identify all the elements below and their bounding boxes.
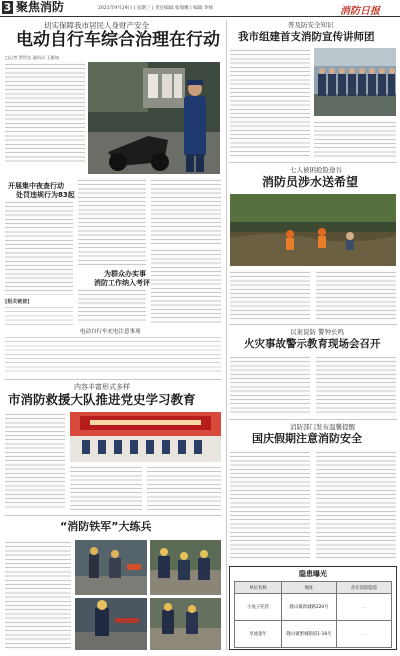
table-cell: ....: [337, 594, 392, 621]
training-drill-photo-3: [75, 598, 147, 650]
article1-byline: □记者 罗世达 通讯员 王雅如: [5, 55, 60, 60]
article2-text-col2: [70, 465, 142, 510]
water-rescue-photo: [230, 194, 396, 266]
article1-text-col3b: [151, 248, 221, 323]
table-header-row: [235, 582, 392, 594]
article1-text-col3: [151, 178, 221, 244]
article4-text-col2: [314, 120, 396, 158]
page-number-badge: 3: [3, 1, 12, 14]
article1-text-col2: [78, 178, 146, 268]
table-cell: ....: [337, 621, 392, 648]
article1-text-col2b: [78, 288, 146, 323]
training-drill-photo-4: [150, 598, 221, 650]
article7-headline: 国庆假期注意消防安全: [252, 432, 362, 445]
table-cell: 小兔子托管: [235, 594, 282, 621]
article2-kicker: 内容丰富形式多样: [74, 383, 130, 391]
article6-text-col1: [230, 355, 310, 415]
article1-subhead-b: 为群众办实事: [104, 270, 146, 278]
article5-kicker: 七人被困抢险途谷: [290, 166, 342, 174]
article1-subhead-b2: 消防工作纳入考评: [94, 279, 150, 287]
hazard-table: [234, 581, 392, 648]
article7-text-col1: [230, 450, 310, 560]
article4-kicker: 普及防安全知识: [288, 21, 334, 29]
table-row: [235, 621, 392, 648]
divider: [229, 324, 397, 325]
article2-text-col3: [147, 465, 221, 510]
article1-subhead-a: 开展集中夜查行动: [8, 182, 64, 190]
article1-subhead-a2: 处罚违规行为83起: [16, 191, 75, 199]
article6-text-col2: [316, 355, 396, 415]
table-cell: 隆山镇新城路220号: [282, 594, 337, 621]
article5-headline: 消防员涉水送希望: [262, 175, 359, 189]
article4-headline: 我市组建首支消防宣传讲师团: [238, 31, 375, 43]
article6-kicker: 以案说防 警钟长鸣: [290, 328, 345, 336]
article1-notes-text: [5, 335, 221, 375]
article2-headline: 市消防救援大队推进党史学习教育: [8, 392, 196, 407]
hazard-table-title: 隐患曝光: [299, 570, 327, 578]
article3-text-col1: [5, 540, 71, 650]
article1-section-tag: 电动自行车充电注意事项: [80, 329, 141, 335]
article1-box-text: [5, 305, 73, 325]
brand-logo: 消防日报: [340, 6, 380, 17]
training-drill-photo-2: [150, 540, 221, 595]
lecturer-group-photo: [314, 48, 396, 116]
divider: [229, 419, 397, 420]
article6-headline: 火灾事故警示教育现场会召开: [244, 338, 381, 350]
article1-box-label: [相关链接]: [5, 299, 30, 305]
article7-kicker: 消防部门发布温馨提醒: [290, 423, 355, 431]
divider: [229, 162, 397, 163]
column-divider: [226, 20, 227, 650]
article1-text-col1: [5, 200, 73, 295]
divider: [4, 379, 222, 380]
masthead: [0, 0, 400, 17]
table-header-cell: 存在消防隐患: [337, 582, 392, 594]
table-row: [235, 594, 392, 621]
scooter-inspection-photo: [88, 62, 220, 174]
table-header-cell: 单位名称: [235, 582, 282, 594]
training-drill-photo-1: [75, 540, 147, 595]
section-title: 聚焦消防: [16, 0, 65, 14]
party-history-study-photo: [70, 412, 221, 462]
article2-text-col1: [5, 412, 65, 510]
article1-kicker: 切实保障我市居民人身财产安全: [44, 21, 149, 30]
hazard-table-panel: [229, 566, 397, 650]
article4-text-col1: [230, 48, 310, 158]
article5-text-col1: [230, 270, 310, 320]
issue-info: 2021年9月29日 | 星期三 | 责任编辑:张瑞娜 | 编辑 李帅: [98, 6, 213, 11]
article1-text-intro: [5, 62, 85, 162]
table-cell: 隆山镇繁城街道1-18号: [282, 621, 337, 648]
table-cell: 享流童年: [235, 621, 282, 648]
table-header-cell: 地址: [282, 582, 337, 594]
article7-text-col2: [316, 450, 396, 560]
article5-text-col2: [316, 270, 396, 320]
article3-headline: “消防铁军”大练兵: [60, 520, 152, 533]
article1-headline: 电动自行车综合治理在行动: [16, 30, 220, 50]
divider: [4, 515, 222, 516]
